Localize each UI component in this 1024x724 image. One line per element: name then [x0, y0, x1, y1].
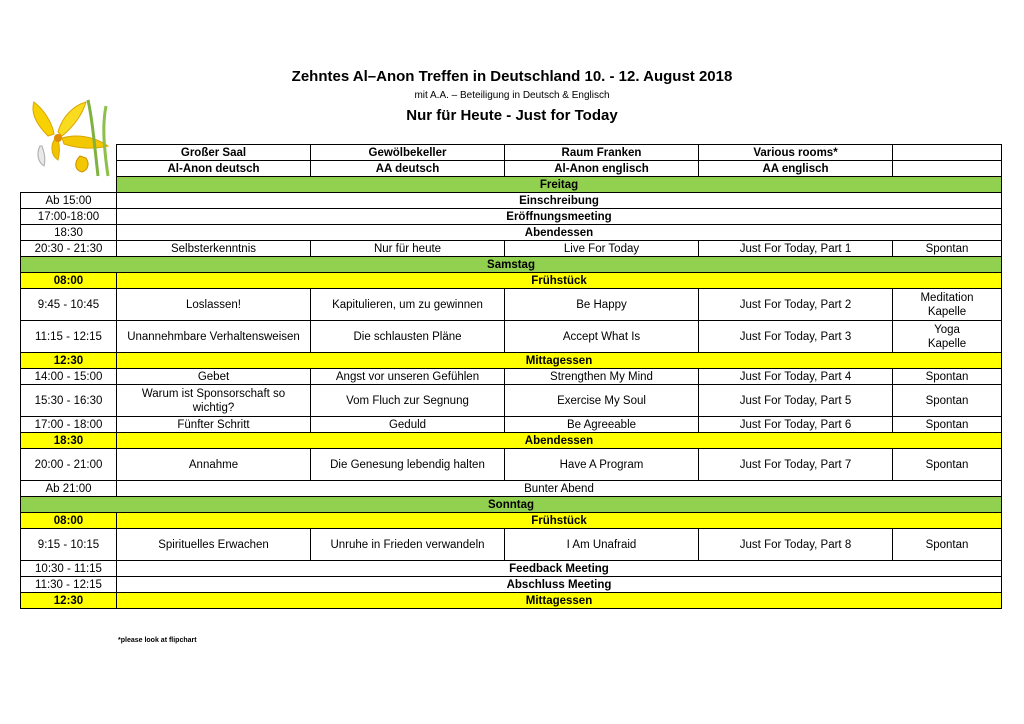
page-title: Zehntes Al–Anon Treffen in Deutschland 10. - 12. August 2018	[291, 68, 733, 85]
time-cell: 08:00	[21, 273, 117, 289]
table-row	[21, 289, 1002, 321]
session-cell: Annahme	[117, 449, 311, 481]
session-cell: Just For Today, Part 7	[699, 449, 893, 481]
session-cell: Be Agreeable	[505, 417, 699, 433]
empty-cell	[21, 177, 117, 193]
event-cell: Mittagessen	[117, 593, 1002, 609]
event-cell: Bunter Abend	[117, 481, 1002, 497]
session-line: Kapelle	[927, 337, 967, 350]
session-cell: Strengthen My Mind	[505, 369, 699, 385]
table-row	[21, 369, 1002, 385]
time-cell: 12:30	[21, 353, 117, 369]
group-al-anon-deutsch: Al-Anon deutsch	[117, 161, 311, 177]
session-cell: Kapitulieren, um zu gewinnen	[311, 289, 505, 321]
meal-row	[21, 273, 1002, 289]
session-cell: Just For Today, Part 6	[699, 417, 893, 433]
event-cell: Feedback Meeting	[117, 561, 1002, 577]
event-cell: Abschluss Meeting	[117, 577, 1002, 593]
session-cell: Live For Today	[505, 241, 699, 257]
group-al-anon-englisch: Al-Anon englisch	[505, 161, 699, 177]
empty-cell	[893, 145, 1002, 161]
meal-row	[21, 593, 1002, 609]
time-cell: 9:45 - 10:45	[21, 289, 117, 321]
empty-cell	[21, 161, 117, 177]
event-cell: Abendessen	[117, 433, 1002, 449]
session-cell: Unannehmbare Verhaltensweisen	[117, 321, 311, 353]
event-cell: Eröffnungsmeeting	[117, 209, 1002, 225]
room-various: Various rooms*	[699, 145, 893, 161]
session-cell: Just For Today, Part 3	[699, 321, 893, 353]
time-cell: 18:30	[21, 225, 117, 241]
time-cell: 18:30	[21, 433, 117, 449]
group-aa-deutsch: AA deutsch	[311, 161, 505, 177]
table-row	[21, 209, 1002, 225]
session-line: Kapelle	[927, 305, 967, 318]
session-cell	[117, 385, 311, 417]
session-cell: Just For Today, Part 2	[699, 289, 893, 321]
session-line: wichtig?	[192, 401, 235, 414]
session-cell: I Am Unafraid	[505, 529, 699, 561]
day-label: Freitag	[117, 177, 1002, 193]
table-row	[21, 241, 1002, 257]
session-cell: Spontan	[893, 385, 1002, 417]
session-cell: Die schlausten Pläne	[311, 321, 505, 353]
time-cell: 12:30	[21, 593, 117, 609]
meal-row	[21, 433, 1002, 449]
schedule-table	[20, 144, 1002, 609]
session-cell: Just For Today, Part 8	[699, 529, 893, 561]
room-raum-franken: Raum Franken	[505, 145, 699, 161]
session-cell	[893, 321, 1002, 353]
time-cell: 14:00 - 15:00	[21, 369, 117, 385]
time-cell: 17:00-18:00	[21, 209, 117, 225]
session-cell: Gebet	[117, 369, 311, 385]
empty-cell	[21, 145, 117, 161]
room-header-row	[21, 145, 1002, 161]
table-row	[21, 449, 1002, 481]
time-cell: 08:00	[21, 513, 117, 529]
session-cell: Die Genesung lebendig halten	[311, 449, 505, 481]
day-label: Sonntag	[21, 497, 1002, 513]
footnote: *please look at flipchart	[118, 637, 197, 644]
event-cell: Mittagessen	[117, 353, 1002, 369]
session-cell: Spontan	[893, 529, 1002, 561]
day-label: Samstag	[21, 257, 1002, 273]
session-cell: Have A Program	[505, 449, 699, 481]
meal-row	[21, 353, 1002, 369]
session-cell: Exercise My Soul	[505, 385, 699, 417]
event-cell: Frühstück	[117, 273, 1002, 289]
session-cell: Spontan	[893, 449, 1002, 481]
event-cell: Einschreibung	[117, 193, 1002, 209]
table-row	[21, 529, 1002, 561]
session-cell: Spontan	[893, 417, 1002, 433]
session-cell: Accept What Is	[505, 321, 699, 353]
meal-row	[21, 513, 1002, 529]
event-cell: Abendessen	[117, 225, 1002, 241]
table-row	[21, 321, 1002, 353]
time-cell: Ab 21:00	[21, 481, 117, 497]
session-cell: Angst vor unseren Gefühlen	[311, 369, 505, 385]
empty-cell	[893, 161, 1002, 177]
session-cell: Just For Today, Part 5	[699, 385, 893, 417]
session-line: Warum ist Sponsorschaft so	[141, 387, 286, 400]
time-cell: 20:30 - 21:30	[21, 241, 117, 257]
session-cell	[893, 289, 1002, 321]
page-motto: Nur für Heute - Just for Today	[406, 107, 618, 124]
session-cell: Nur für heute	[311, 241, 505, 257]
session-line: Yoga	[934, 323, 960, 336]
table-row	[21, 417, 1002, 433]
session-cell: Spontan	[893, 241, 1002, 257]
session-cell: Geduld	[311, 417, 505, 433]
room-gewoelbekeller: Gewölbekeller	[311, 145, 505, 161]
day-row-friday	[21, 177, 1002, 193]
day-row-sunday	[21, 497, 1002, 513]
session-cell: Just For Today, Part 1	[699, 241, 893, 257]
time-cell: 20:00 - 21:00	[21, 449, 117, 481]
table-row	[21, 385, 1002, 417]
session-cell: Unruhe in Frieden verwandeln	[311, 529, 505, 561]
session-line: Meditation	[920, 291, 974, 304]
session-cell: Selbsterkenntnis	[117, 241, 311, 257]
session-cell: Be Happy	[505, 289, 699, 321]
room-grosser-saal: Großer Saal	[117, 145, 311, 161]
event-cell: Frühstück	[117, 513, 1002, 529]
time-cell: 11:15 - 12:15	[21, 321, 117, 353]
time-cell: Ab 15:00	[21, 193, 117, 209]
table-row	[21, 561, 1002, 577]
time-cell: 11:30 - 12:15	[21, 577, 117, 593]
table-row	[21, 193, 1002, 209]
session-cell: Fünfter Schritt	[117, 417, 311, 433]
day-row-saturday	[21, 257, 1002, 273]
time-cell: 9:15 - 10:15	[21, 529, 117, 561]
group-header-row	[21, 161, 1002, 177]
session-cell: Just For Today, Part 4	[699, 369, 893, 385]
group-aa-englisch: AA englisch	[699, 161, 893, 177]
page-subtitle: mit A.A. – Beteiligung in Deutsch & Englisch	[414, 90, 610, 101]
session-cell: Loslassen!	[117, 289, 311, 321]
time-cell: 15:30 - 16:30	[21, 385, 117, 417]
table-row	[21, 481, 1002, 497]
time-cell: 17:00 - 18:00	[21, 417, 117, 433]
session-cell: Spontan	[893, 369, 1002, 385]
table-row	[21, 577, 1002, 593]
session-cell: Spirituelles Erwachen	[117, 529, 311, 561]
time-cell: 10:30 - 11:15	[21, 561, 117, 577]
table-row	[21, 225, 1002, 241]
session-cell: Vom Fluch zur Segnung	[311, 385, 505, 417]
